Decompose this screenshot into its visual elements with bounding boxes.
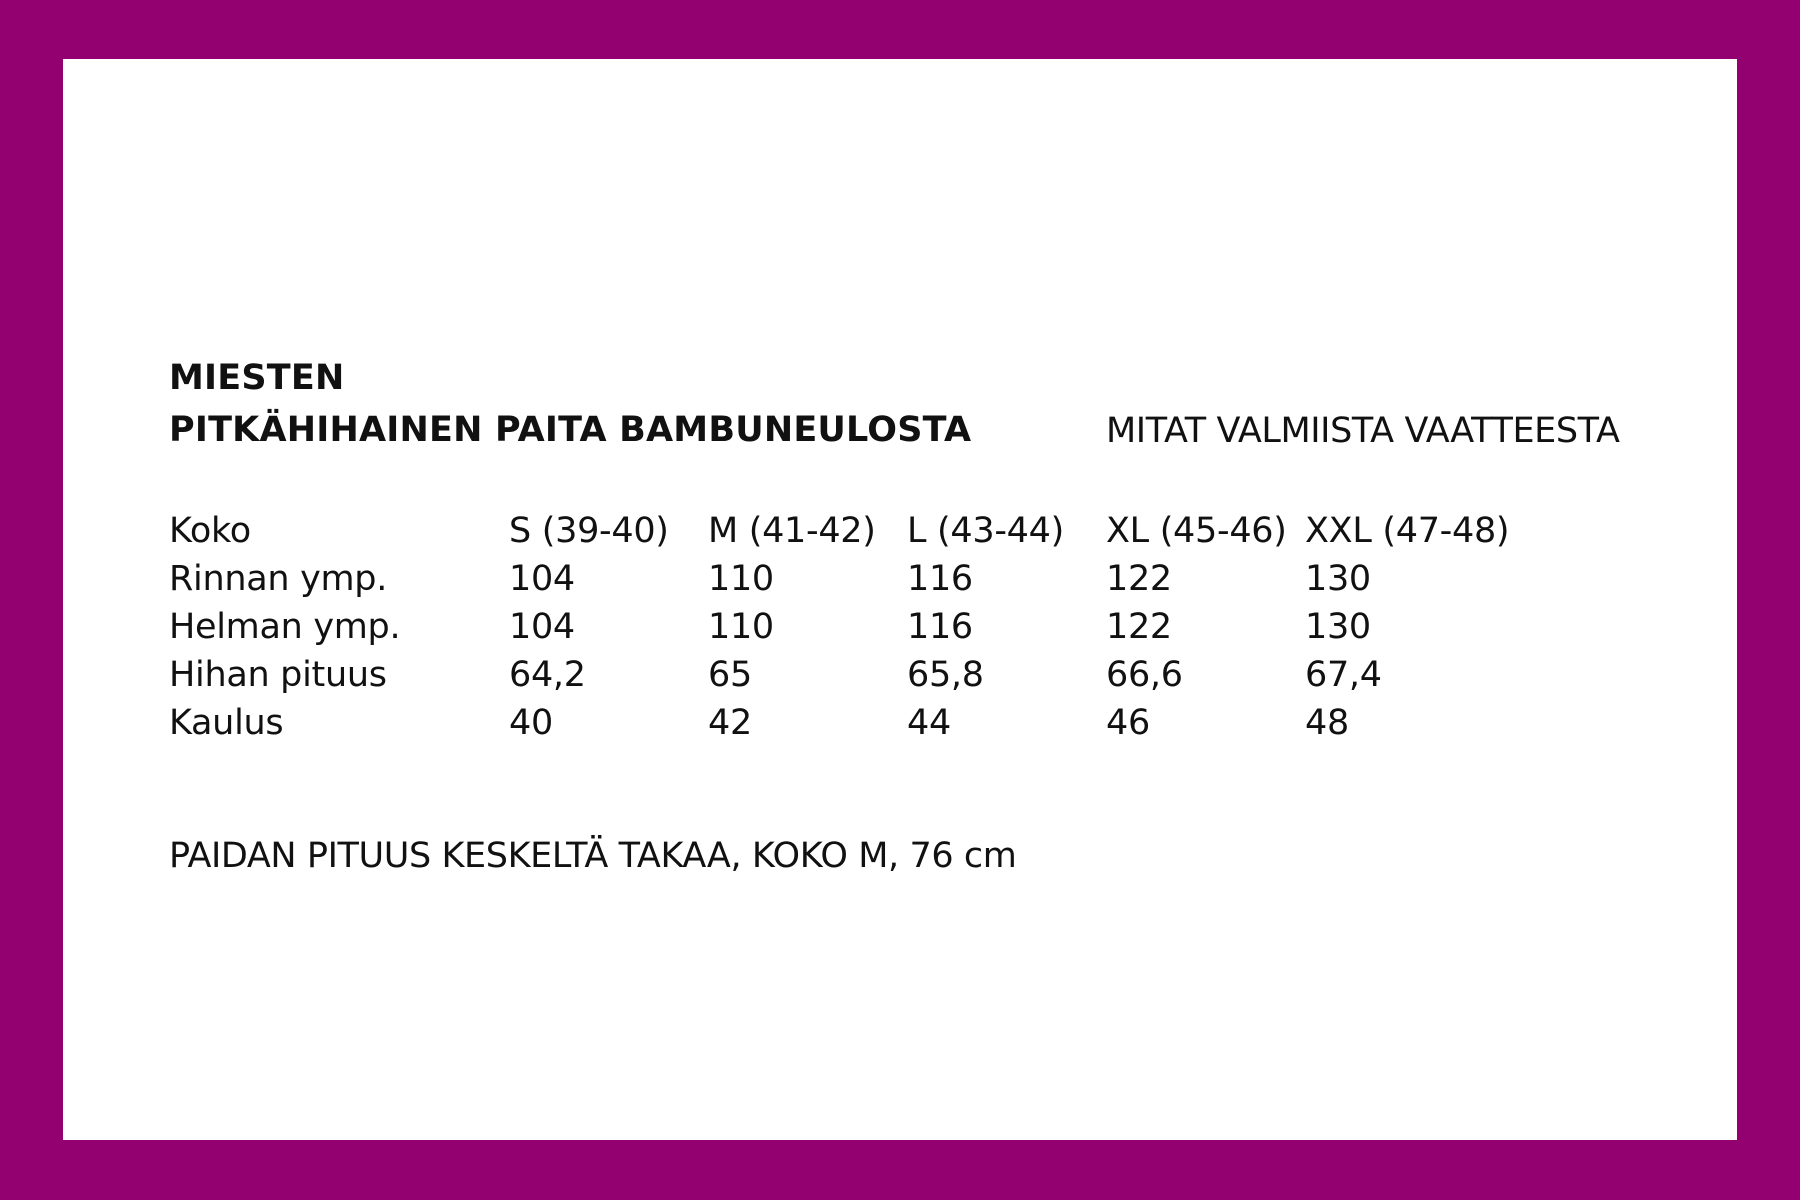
size-table — [169, 507, 1509, 747]
table-cell: 130 — [1305, 559, 1371, 599]
heading-line-1: MIESTEN — [169, 358, 345, 398]
table-cell: 64,2 — [509, 655, 586, 695]
table-header-row — [169, 507, 1509, 555]
table-cell: 122 — [1106, 607, 1172, 647]
row-label: Koko — [169, 511, 251, 551]
row-label: Hihan pituus — [169, 655, 387, 695]
table-row — [169, 651, 1509, 699]
table-cell: 122 — [1106, 559, 1172, 599]
size-header-cell: XXL (47-48) — [1305, 511, 1510, 551]
row-label: Helman ymp. — [169, 607, 401, 647]
size-header-cell: XL (45-46) — [1106, 511, 1287, 551]
table-cell: 48 — [1305, 703, 1349, 743]
table-cell: 66,6 — [1106, 655, 1183, 695]
shirt-length-note: PAIDAN PITUUS KESKELTÄ TAKAA, KOKO M, 76 cm — [169, 836, 1017, 876]
size-header-cell: M (41-42) — [708, 511, 876, 551]
table-cell: 110 — [708, 559, 774, 599]
table-cell: 116 — [907, 559, 973, 599]
table-cell: 65 — [708, 655, 752, 695]
table-row — [169, 603, 1509, 651]
row-label: Kaulus — [169, 703, 284, 743]
table-cell: 110 — [708, 607, 774, 647]
row-label: Rinnan ymp. — [169, 559, 388, 599]
table-cell: 104 — [509, 559, 575, 599]
size-header-cell: L (43-44) — [907, 511, 1064, 551]
table-cell: 65,8 — [907, 655, 984, 695]
table-cell: 116 — [907, 607, 973, 647]
size-header-cell: S (39-40) — [509, 511, 669, 551]
table-cell: 67,4 — [1305, 655, 1382, 695]
table-cell: 104 — [509, 607, 575, 647]
table-cell: 130 — [1305, 607, 1371, 647]
heading-row — [169, 404, 1689, 456]
table-cell: 46 — [1106, 703, 1150, 743]
measurement-note: MITAT VALMIISTA VAATTEESTA — [1106, 411, 1620, 451]
table-row — [169, 699, 1509, 747]
table-cell: 42 — [708, 703, 752, 743]
size-chart-content — [169, 352, 1689, 876]
table-cell: 44 — [907, 703, 951, 743]
heading-line-2: PITKÄHIHAINEN PAITA BAMBUNEULOSTA — [169, 410, 972, 450]
table-cell: 40 — [509, 703, 553, 743]
table-row — [169, 555, 1509, 603]
white-sheet — [63, 59, 1737, 1140]
